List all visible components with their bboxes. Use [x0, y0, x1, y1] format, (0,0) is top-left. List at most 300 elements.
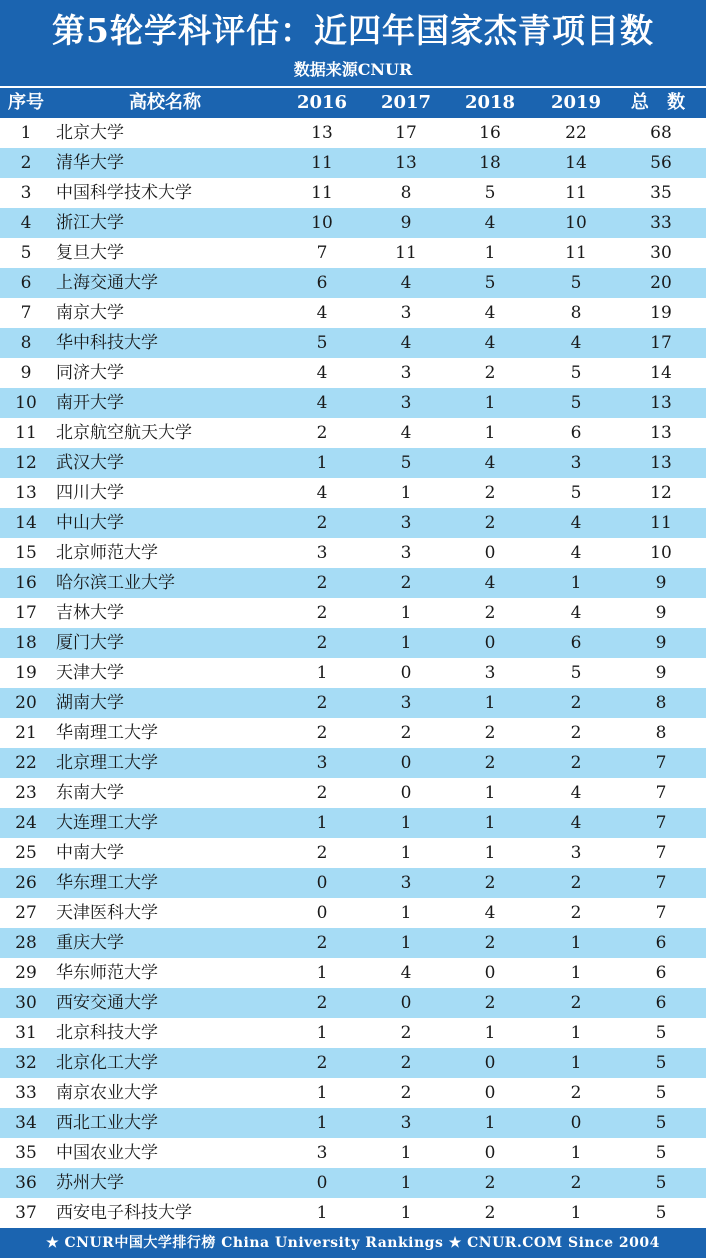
- rank-cell: 22: [15, 753, 37, 773]
- rank-cell: 1: [20, 123, 32, 143]
- total-cell: 20: [650, 273, 672, 293]
- value-cell-2017: 1: [400, 813, 412, 833]
- rank-cell: 37: [15, 1203, 37, 1223]
- university-name-cell: 东南大学: [56, 783, 124, 803]
- value-cell-2018: 4: [484, 303, 496, 323]
- value-cell-2017: 1: [400, 1203, 412, 1223]
- value-cell-2019: 4: [570, 543, 582, 563]
- total-cell: 68: [650, 123, 672, 143]
- total-cell: 9: [655, 633, 667, 653]
- rank-cell: 9: [20, 363, 32, 383]
- value-cell-2017: 3: [400, 393, 412, 413]
- total-cell: 7: [655, 783, 667, 803]
- value-cell-2016: 2: [316, 993, 328, 1013]
- value-cell-2019: 5: [570, 363, 582, 383]
- value-cell-2018: 1: [484, 783, 496, 803]
- total-cell: 6: [655, 993, 667, 1013]
- value-cell-2019: 5: [570, 663, 582, 683]
- table-row: [0, 748, 706, 778]
- university-name-cell: 北京理工大学: [56, 753, 158, 773]
- table-row: [0, 1168, 706, 1198]
- total-cell: 7: [655, 873, 667, 893]
- rank-cell: 2: [20, 153, 32, 173]
- value-cell-2016: 1: [316, 813, 328, 833]
- value-cell-2016: 3: [316, 1143, 328, 1163]
- total-cell: 10: [650, 543, 672, 563]
- value-cell-2018: 16: [479, 123, 501, 143]
- value-cell-2017: 5: [400, 453, 412, 473]
- value-cell-2019: 11: [565, 243, 587, 263]
- value-cell-2017: 3: [400, 1113, 412, 1133]
- total-cell: 5: [655, 1023, 667, 1043]
- value-cell-2016: 3: [316, 543, 328, 563]
- total-cell: 8: [655, 723, 667, 743]
- value-cell-2019: 4: [570, 603, 582, 623]
- university-name-cell: 南京农业大学: [56, 1083, 158, 1103]
- value-cell-2016: 1: [316, 963, 328, 983]
- value-cell-2016: 2: [316, 603, 328, 623]
- value-cell-2017: 0: [400, 663, 412, 683]
- value-cell-2018: 1: [484, 393, 496, 413]
- value-cell-2018: 2: [484, 363, 496, 383]
- value-cell-2019: 1: [570, 1053, 582, 1073]
- rank-cell: 11: [15, 423, 37, 443]
- table-row: [0, 1108, 706, 1138]
- rank-cell: 19: [15, 663, 37, 683]
- table-row: [0, 1138, 706, 1168]
- table-row: [0, 868, 706, 898]
- university-name-cell: 北京师范大学: [56, 543, 158, 563]
- total-cell: 7: [655, 753, 667, 773]
- table-row: [0, 1018, 706, 1048]
- rank-cell: 27: [15, 903, 37, 923]
- table-row: [0, 268, 706, 298]
- value-cell-2017: 3: [400, 303, 412, 323]
- total-cell: 6: [655, 933, 667, 953]
- value-cell-2016: 2: [316, 1053, 328, 1073]
- value-cell-2016: 2: [316, 723, 328, 743]
- value-cell-2019: 5: [570, 393, 582, 413]
- value-cell-2019: 5: [570, 273, 582, 293]
- value-cell-2018: 0: [484, 963, 496, 983]
- table-row: [0, 778, 706, 808]
- total-cell: 5: [655, 1083, 667, 1103]
- value-cell-2019: 1: [570, 933, 582, 953]
- rank-cell: 32: [15, 1053, 37, 1073]
- total-cell: 9: [655, 663, 667, 683]
- table-row: [0, 598, 706, 628]
- rank-cell: 34: [15, 1113, 37, 1133]
- rank-cell: 29: [15, 963, 37, 983]
- value-cell-2019: 4: [570, 333, 582, 353]
- value-cell-2017: 4: [400, 423, 412, 443]
- total-cell: 17: [650, 333, 672, 353]
- university-name-cell: 北京科技大学: [56, 1023, 158, 1043]
- column-header-rank: 序号: [8, 92, 44, 113]
- rank-cell: 33: [15, 1083, 37, 1103]
- value-cell-2019: 2: [570, 723, 582, 743]
- value-cell-2016: 5: [316, 333, 328, 353]
- value-cell-2016: 1: [316, 1203, 328, 1223]
- total-cell: 13: [650, 423, 672, 443]
- rank-cell: 28: [15, 933, 37, 953]
- rank-cell: 20: [15, 693, 37, 713]
- footer-banner: ★ CNUR中国大学排行榜 China University Rankings ★ CNUR.COM Since 2004: [0, 1228, 706, 1258]
- value-cell-2018: 4: [484, 903, 496, 923]
- value-cell-2019: 6: [570, 633, 582, 653]
- total-cell: 5: [655, 1113, 667, 1133]
- value-cell-2016: 2: [316, 423, 328, 443]
- university-name-cell: 吉林大学: [56, 603, 124, 623]
- value-cell-2018: 4: [484, 573, 496, 593]
- column-header-2017: 2017: [380, 92, 432, 113]
- value-cell-2018: 5: [484, 273, 496, 293]
- table-row: [0, 178, 706, 208]
- value-cell-2017: 2: [400, 1023, 412, 1043]
- total-cell: 35: [650, 183, 672, 203]
- title-banner: [0, 0, 706, 88]
- university-name-cell: 中国科学技术大学: [56, 183, 192, 203]
- total-cell: 6: [655, 963, 667, 983]
- university-name-cell: 清华大学: [56, 153, 124, 173]
- rank-cell: 25: [15, 843, 37, 863]
- value-cell-2016: 1: [316, 1113, 328, 1133]
- table-row: [0, 928, 706, 958]
- table-header-row: [0, 88, 706, 118]
- value-cell-2017: 2: [400, 1083, 412, 1103]
- value-cell-2016: 1: [316, 663, 328, 683]
- value-cell-2016: 2: [316, 693, 328, 713]
- value-cell-2019: 4: [570, 783, 582, 803]
- value-cell-2019: 4: [570, 813, 582, 833]
- column-header-2016: 2016: [296, 92, 348, 113]
- value-cell-2016: 1: [316, 453, 328, 473]
- value-cell-2019: 2: [570, 993, 582, 1013]
- table-row: [0, 808, 706, 838]
- total-cell: 9: [655, 573, 667, 593]
- value-cell-2016: 0: [316, 1173, 328, 1193]
- table-row: [0, 688, 706, 718]
- value-cell-2019: 8: [570, 303, 582, 323]
- table-row: [0, 1048, 706, 1078]
- value-cell-2016: 10: [311, 213, 333, 233]
- value-cell-2018: 4: [484, 453, 496, 473]
- total-cell: 9: [655, 603, 667, 623]
- value-cell-2019: 14: [565, 153, 587, 173]
- value-cell-2016: 3: [316, 753, 328, 773]
- value-cell-2018: 1: [484, 1113, 496, 1133]
- table-row: [0, 898, 706, 928]
- rank-cell: 4: [20, 213, 32, 233]
- value-cell-2016: 2: [316, 933, 328, 953]
- university-name-cell: 西安电子科技大学: [56, 1203, 192, 1223]
- university-name-cell: 华中科技大学: [56, 333, 158, 353]
- university-name-cell: 天津医科大学: [56, 903, 158, 923]
- total-cell: 56: [650, 153, 672, 173]
- value-cell-2017: 3: [400, 543, 412, 563]
- rank-cell: 10: [15, 393, 37, 413]
- value-cell-2019: 2: [570, 903, 582, 923]
- rank-cell: 5: [20, 243, 32, 263]
- university-name-cell: 复旦大学: [56, 243, 124, 263]
- value-cell-2017: 8: [400, 183, 412, 203]
- value-cell-2016: 1: [316, 1083, 328, 1103]
- total-cell: 19: [650, 303, 672, 323]
- university-name-cell: 大连理工大学: [56, 813, 158, 833]
- value-cell-2017: 3: [400, 363, 412, 383]
- rank-cell: 36: [15, 1173, 37, 1193]
- value-cell-2017: 1: [400, 483, 412, 503]
- value-cell-2019: 4: [570, 513, 582, 533]
- value-cell-2016: 2: [316, 513, 328, 533]
- value-cell-2016: 2: [316, 843, 328, 863]
- university-name-cell: 四川大学: [56, 483, 124, 503]
- value-cell-2017: 9: [400, 213, 412, 233]
- university-name-cell: 北京大学: [56, 123, 124, 143]
- value-cell-2018: 3: [484, 663, 496, 683]
- rank-cell: 7: [20, 303, 32, 323]
- total-cell: 33: [650, 213, 672, 233]
- total-cell: 13: [650, 393, 672, 413]
- column-header-2018: 2018: [464, 92, 516, 113]
- university-name-cell: 同济大学: [56, 363, 124, 383]
- value-cell-2016: 11: [311, 183, 333, 203]
- table-row: [0, 118, 706, 148]
- value-cell-2018: 18: [479, 153, 501, 173]
- total-cell: 12: [650, 483, 672, 503]
- value-cell-2018: 2: [484, 723, 496, 743]
- rank-cell: 23: [15, 783, 37, 803]
- value-cell-2017: 1: [400, 933, 412, 953]
- table-row: [0, 718, 706, 748]
- university-name-cell: 苏州大学: [56, 1173, 124, 1193]
- university-name-cell: 西北工业大学: [56, 1113, 158, 1133]
- total-cell: 30: [650, 243, 672, 263]
- value-cell-2016: 11: [311, 153, 333, 173]
- value-cell-2018: 1: [484, 423, 496, 443]
- rank-cell: 21: [15, 723, 37, 743]
- table-row: [0, 838, 706, 868]
- value-cell-2017: 2: [400, 723, 412, 743]
- value-cell-2018: 2: [484, 753, 496, 773]
- rank-cell: 3: [20, 183, 32, 203]
- value-cell-2019: 2: [570, 873, 582, 893]
- rank-cell: 24: [15, 813, 37, 833]
- value-cell-2017: 13: [395, 153, 417, 173]
- value-cell-2019: 6: [570, 423, 582, 443]
- table-row: [0, 988, 706, 1018]
- university-name-cell: 北京化工大学: [56, 1053, 158, 1073]
- table-body: [0, 118, 706, 1228]
- table-row: [0, 418, 706, 448]
- value-cell-2016: 4: [316, 483, 328, 503]
- table-row: [0, 478, 706, 508]
- table-row: [0, 208, 706, 238]
- value-cell-2016: 1: [316, 1023, 328, 1043]
- value-cell-2017: 3: [400, 693, 412, 713]
- value-cell-2018: 0: [484, 1143, 496, 1163]
- rank-cell: 31: [15, 1023, 37, 1043]
- university-name-cell: 北京航空航天大学: [56, 423, 192, 443]
- value-cell-2019: 1: [570, 1203, 582, 1223]
- value-cell-2019: 2: [570, 1173, 582, 1193]
- table-row: [0, 568, 706, 598]
- value-cell-2019: 3: [570, 453, 582, 473]
- rank-cell: 13: [15, 483, 37, 503]
- value-cell-2017: 0: [400, 783, 412, 803]
- page-title: 第5轮学科评估：近四年国家杰青项目数: [52, 11, 654, 50]
- university-name-cell: 武汉大学: [56, 453, 124, 473]
- university-name-cell: 华南理工大学: [56, 723, 158, 743]
- column-header-2019: 2019: [550, 92, 602, 113]
- value-cell-2017: 1: [400, 633, 412, 653]
- value-cell-2018: 0: [484, 1053, 496, 1073]
- table-row: [0, 1198, 706, 1228]
- column-header-name: 高校名称: [129, 92, 201, 113]
- rank-cell: 16: [15, 573, 37, 593]
- total-cell: 13: [650, 453, 672, 473]
- university-name-cell: 厦门大学: [56, 633, 124, 653]
- value-cell-2018: 1: [484, 1023, 496, 1043]
- university-name-cell: 浙江大学: [56, 213, 124, 233]
- value-cell-2016: 2: [316, 633, 328, 653]
- university-name-cell: 哈尔滨工业大学: [56, 573, 175, 593]
- value-cell-2018: 2: [484, 603, 496, 623]
- value-cell-2017: 4: [400, 333, 412, 353]
- rank-cell: 6: [20, 273, 32, 293]
- value-cell-2017: 3: [400, 873, 412, 893]
- value-cell-2017: 11: [395, 243, 417, 263]
- table-row: [0, 658, 706, 688]
- value-cell-2017: 1: [400, 903, 412, 923]
- value-cell-2017: 17: [395, 123, 417, 143]
- value-cell-2018: 4: [484, 333, 496, 353]
- total-cell: 7: [655, 843, 667, 863]
- value-cell-2018: 2: [484, 513, 496, 533]
- table-row: [0, 628, 706, 658]
- value-cell-2016: 2: [316, 783, 328, 803]
- value-cell-2018: 2: [484, 1203, 496, 1223]
- table-row: [0, 508, 706, 538]
- university-name-cell: 西安交通大学: [56, 993, 158, 1013]
- value-cell-2018: 1: [484, 693, 496, 713]
- value-cell-2017: 1: [400, 1143, 412, 1163]
- value-cell-2019: 1: [570, 1143, 582, 1163]
- rank-cell: 35: [15, 1143, 37, 1163]
- value-cell-2019: 1: [570, 963, 582, 983]
- value-cell-2019: 1: [570, 573, 582, 593]
- value-cell-2019: 2: [570, 753, 582, 773]
- value-cell-2018: 1: [484, 813, 496, 833]
- value-cell-2019: 0: [570, 1113, 582, 1133]
- university-name-cell: 南京大学: [56, 303, 124, 323]
- value-cell-2019: 11: [565, 183, 587, 203]
- value-cell-2017: 4: [400, 963, 412, 983]
- rank-cell: 26: [15, 873, 37, 893]
- value-cell-2019: 3: [570, 843, 582, 863]
- value-cell-2017: 4: [400, 273, 412, 293]
- university-name-cell: 天津大学: [56, 663, 124, 683]
- value-cell-2017: 2: [400, 573, 412, 593]
- university-name-cell: 华东师范大学: [56, 963, 158, 983]
- university-name-cell: 上海交通大学: [56, 273, 158, 293]
- value-cell-2019: 5: [570, 483, 582, 503]
- university-name-cell: 南开大学: [56, 393, 124, 413]
- total-cell: 5: [655, 1053, 667, 1073]
- value-cell-2017: 1: [400, 603, 412, 623]
- table-row: [0, 148, 706, 178]
- column-header-total: 总 数: [630, 92, 692, 113]
- total-cell: 8: [655, 693, 667, 713]
- university-name-cell: 中山大学: [56, 513, 124, 533]
- value-cell-2017: 0: [400, 753, 412, 773]
- value-cell-2017: 1: [400, 843, 412, 863]
- university-name-cell: 中国农业大学: [56, 1143, 158, 1163]
- value-cell-2017: 3: [400, 513, 412, 533]
- total-cell: 5: [655, 1143, 667, 1163]
- rank-cell: 12: [15, 453, 37, 473]
- value-cell-2019: 2: [570, 1083, 582, 1103]
- value-cell-2018: 5: [484, 183, 496, 203]
- university-name-cell: 中南大学: [56, 843, 124, 863]
- value-cell-2018: 2: [484, 993, 496, 1013]
- university-name-cell: 重庆大学: [56, 933, 124, 953]
- university-name-cell: 湖南大学: [56, 693, 124, 713]
- value-cell-2018: 1: [484, 243, 496, 263]
- value-cell-2017: 0: [400, 993, 412, 1013]
- total-cell: 5: [655, 1173, 667, 1193]
- value-cell-2018: 0: [484, 543, 496, 563]
- value-cell-2016: 4: [316, 393, 328, 413]
- value-cell-2016: 0: [316, 873, 328, 893]
- value-cell-2016: 4: [316, 363, 328, 383]
- value-cell-2016: 13: [311, 123, 333, 143]
- value-cell-2018: 0: [484, 633, 496, 653]
- value-cell-2018: 0: [484, 1083, 496, 1103]
- value-cell-2016: 6: [316, 273, 328, 293]
- value-cell-2016: 0: [316, 903, 328, 923]
- table-row: [0, 538, 706, 568]
- value-cell-2018: 4: [484, 213, 496, 233]
- value-cell-2019: 2: [570, 693, 582, 713]
- value-cell-2018: 2: [484, 933, 496, 953]
- value-cell-2019: 22: [565, 123, 587, 143]
- rank-cell: 15: [15, 543, 37, 563]
- rank-cell: 8: [20, 333, 32, 353]
- value-cell-2016: 7: [316, 243, 328, 263]
- value-cell-2018: 2: [484, 873, 496, 893]
- rank-cell: 18: [15, 633, 37, 653]
- value-cell-2019: 1: [570, 1023, 582, 1043]
- rank-cell: 30: [15, 993, 37, 1013]
- table-row: [0, 958, 706, 988]
- total-cell: 5: [655, 1203, 667, 1223]
- table-row: [0, 388, 706, 418]
- table-row: [0, 298, 706, 328]
- total-cell: 7: [655, 903, 667, 923]
- table-row: [0, 448, 706, 478]
- value-cell-2017: 2: [400, 1053, 412, 1073]
- total-cell: 11: [650, 513, 672, 533]
- value-cell-2018: 2: [484, 1173, 496, 1193]
- value-cell-2019: 10: [565, 213, 587, 233]
- rank-cell: 17: [15, 603, 37, 623]
- total-cell: 14: [650, 363, 672, 383]
- table-row: [0, 328, 706, 358]
- data-source-subtitle: 数据来源CNUR: [293, 60, 413, 79]
- value-cell-2018: 2: [484, 483, 496, 503]
- value-cell-2017: 1: [400, 1173, 412, 1193]
